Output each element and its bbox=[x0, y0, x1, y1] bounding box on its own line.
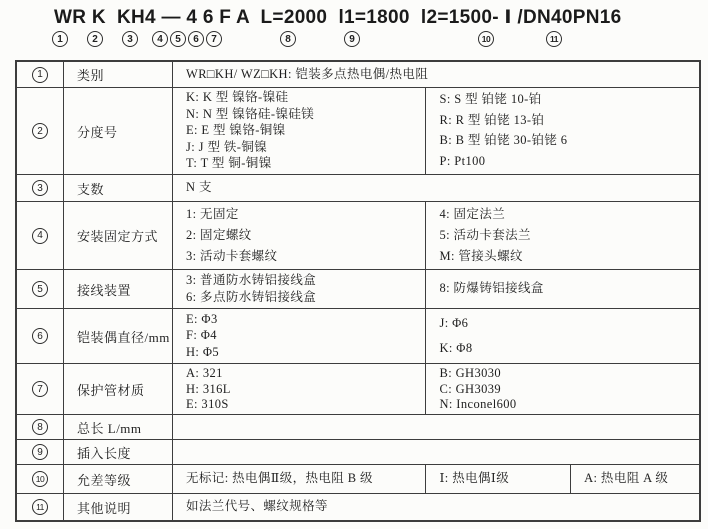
row-number-cell bbox=[17, 62, 64, 87]
model-code-title: WR K KH4 — 4 6 F A L=2000 l1=1800 l2=1500- Ⅰ /DN40PN16 bbox=[54, 7, 622, 28]
spec-cell bbox=[425, 88, 699, 174]
spec-cell bbox=[173, 465, 425, 493]
row-label-cell: 允差等级 bbox=[64, 465, 173, 493]
circled-number-marker: 6 bbox=[188, 31, 204, 47]
circled-number: 3 bbox=[32, 180, 48, 196]
row-content-cell bbox=[173, 270, 699, 308]
spec-line: 4: 固定法兰 bbox=[439, 206, 506, 221]
table-row bbox=[17, 415, 699, 440]
spec-line: WR□KH/ WZ□KH: 铠装多点热电偶/热电阻 bbox=[186, 66, 429, 81]
spec-cell bbox=[173, 202, 425, 269]
spec-line: Ⅰ: 热电偶Ⅰ级 bbox=[439, 471, 510, 486]
spec-cell bbox=[425, 270, 699, 308]
spec-line: 8: 防爆铸铝接线盒 bbox=[439, 281, 544, 296]
spec-cell bbox=[173, 88, 425, 174]
row-label-cell: 保护管材质 bbox=[64, 364, 173, 414]
row-content-cell bbox=[173, 175, 699, 201]
row-label-cell: 其他说明 bbox=[64, 494, 173, 520]
circled-number-marker: 1 bbox=[52, 31, 68, 47]
row-label-cell: 类别 bbox=[64, 62, 173, 87]
spec-line: N: Inconel600 bbox=[439, 397, 517, 412]
circled-number: 6 bbox=[32, 328, 48, 344]
circled-number: 7 bbox=[32, 381, 48, 397]
row-label-cell: 分度号 bbox=[64, 88, 173, 174]
spec-cell bbox=[425, 364, 699, 414]
spec-cell bbox=[173, 62, 699, 87]
spec-line: K: K 型 镍铬-镍硅 bbox=[186, 90, 289, 105]
spec-line: 5: 活动卡套法兰 bbox=[439, 227, 531, 242]
spec-cell bbox=[173, 440, 699, 464]
spec-line: N 支 bbox=[186, 180, 212, 195]
circled-number: 10 bbox=[32, 471, 48, 487]
spec-cell bbox=[173, 309, 425, 363]
circled-number-marker: 9 bbox=[344, 31, 360, 47]
table-row bbox=[17, 465, 699, 494]
circled-number-marker: 11 bbox=[546, 31, 562, 47]
spec-line: 6: 多点防水铸铝接线盒 bbox=[186, 289, 317, 304]
circled-number-marker: 5 bbox=[170, 31, 186, 47]
row-content-cell bbox=[173, 415, 699, 439]
row-number-cell bbox=[17, 440, 64, 464]
row-number-cell bbox=[17, 175, 64, 201]
spec-cell bbox=[425, 465, 570, 493]
spec-line: P: Pt100 bbox=[439, 153, 486, 168]
spec-line: H: 316L bbox=[186, 381, 231, 396]
row-label-cell: 铠装偶直径/mm bbox=[64, 309, 173, 363]
row-number-cell bbox=[17, 270, 64, 308]
table-row bbox=[17, 440, 699, 465]
spec-line: E: Φ3 bbox=[186, 311, 218, 326]
spec-table bbox=[15, 60, 701, 522]
row-content-cell bbox=[173, 309, 699, 363]
row-label-cell: 插入长度 bbox=[64, 440, 173, 464]
row-content-cell bbox=[173, 88, 699, 174]
spec-line: 3: 普通防水铸铝接线盒 bbox=[186, 272, 317, 287]
circled-number: 5 bbox=[32, 281, 48, 297]
table-row bbox=[17, 270, 699, 309]
row-content-cell bbox=[173, 440, 699, 464]
spec-cell bbox=[173, 494, 699, 520]
row-number-cell bbox=[17, 364, 64, 414]
spec-cell bbox=[173, 175, 699, 201]
row-content-cell bbox=[173, 62, 699, 87]
circled-number: 4 bbox=[32, 228, 48, 244]
row-content-cell bbox=[173, 494, 699, 520]
spec-cell bbox=[173, 364, 425, 414]
table-row bbox=[17, 364, 699, 415]
row-label-cell: 安装固定方式 bbox=[64, 202, 173, 269]
row-content-cell bbox=[173, 364, 699, 414]
spec-cell bbox=[173, 270, 425, 308]
spec-line: B: B 型 铂铑 30-铂铑 6 bbox=[439, 133, 568, 148]
spec-line: 如法兰代号、螺纹规格等 bbox=[186, 499, 328, 514]
row-number-cell bbox=[17, 465, 64, 493]
circled-number: 11 bbox=[32, 499, 48, 515]
spec-line: N: N 型 镍铬硅-镍硅镁 bbox=[186, 106, 315, 121]
circled-number: 2 bbox=[32, 123, 48, 139]
spec-line: E: 310S bbox=[186, 397, 229, 412]
row-number-cell bbox=[17, 415, 64, 439]
row-content-cell bbox=[173, 465, 699, 493]
circled-number-marker: 8 bbox=[280, 31, 296, 47]
row-label-cell: 接线装置 bbox=[64, 270, 173, 308]
row-label-cell: 支数 bbox=[64, 175, 173, 201]
spec-line: 2: 固定螺纹 bbox=[186, 227, 252, 242]
circled-number-marker: 3 bbox=[122, 31, 138, 47]
spec-line: 3: 活动卡套螺纹 bbox=[186, 248, 278, 263]
circled-number-marker: 2 bbox=[87, 31, 103, 47]
row-number-cell bbox=[17, 88, 64, 174]
spec-line: S: S 型 铂铑 10-铂 bbox=[439, 92, 542, 107]
table-row bbox=[17, 88, 699, 175]
table-row bbox=[17, 175, 699, 202]
spec-line: F: Φ4 bbox=[186, 328, 217, 343]
spec-line: A: 热电阻 A 级 bbox=[584, 471, 669, 486]
spec-cell bbox=[425, 309, 699, 363]
spec-line: K: Φ8 bbox=[439, 340, 473, 355]
spec-cell bbox=[570, 465, 699, 493]
table-row bbox=[17, 62, 699, 88]
spec-cell bbox=[173, 415, 699, 439]
spec-line: 无标记: 热电偶Ⅱ级，热电阻 B 级 bbox=[186, 471, 373, 486]
circled-number-marker: 4 bbox=[152, 31, 168, 47]
row-number-cell bbox=[17, 309, 64, 363]
spec-line: J: Φ6 bbox=[439, 315, 469, 330]
spec-line: C: GH3039 bbox=[439, 381, 502, 396]
row-number-cell bbox=[17, 202, 64, 269]
circled-number: 9 bbox=[32, 444, 48, 460]
spec-cell bbox=[425, 202, 699, 269]
spec-line: J: J 型 铁-铜镍 bbox=[186, 139, 268, 154]
circled-number: 1 bbox=[32, 67, 48, 83]
row-content-cell bbox=[173, 202, 699, 269]
spec-line: T: T 型 铜-铜镍 bbox=[186, 155, 272, 170]
spec-line: E: E 型 镍铬-铜镍 bbox=[186, 123, 286, 138]
table-row bbox=[17, 309, 699, 364]
circled-number-marker: 7 bbox=[206, 31, 222, 47]
circled-number-marker: 10 bbox=[478, 31, 494, 47]
spec-line: R: R 型 铂铑 13-铂 bbox=[439, 112, 545, 127]
spec-line: 1: 无固定 bbox=[186, 206, 239, 221]
spec-line: B: GH3030 bbox=[439, 366, 502, 380]
circled-number: 8 bbox=[32, 419, 48, 435]
spec-line: H: Φ5 bbox=[186, 344, 220, 359]
row-label-cell: 总长 L/mm bbox=[64, 415, 173, 439]
table-row bbox=[17, 494, 699, 520]
table-row bbox=[17, 202, 699, 270]
spec-line: M: 管接头螺纹 bbox=[439, 248, 523, 263]
spec-line: A: 321 bbox=[186, 366, 223, 380]
row-number-cell bbox=[17, 494, 64, 520]
